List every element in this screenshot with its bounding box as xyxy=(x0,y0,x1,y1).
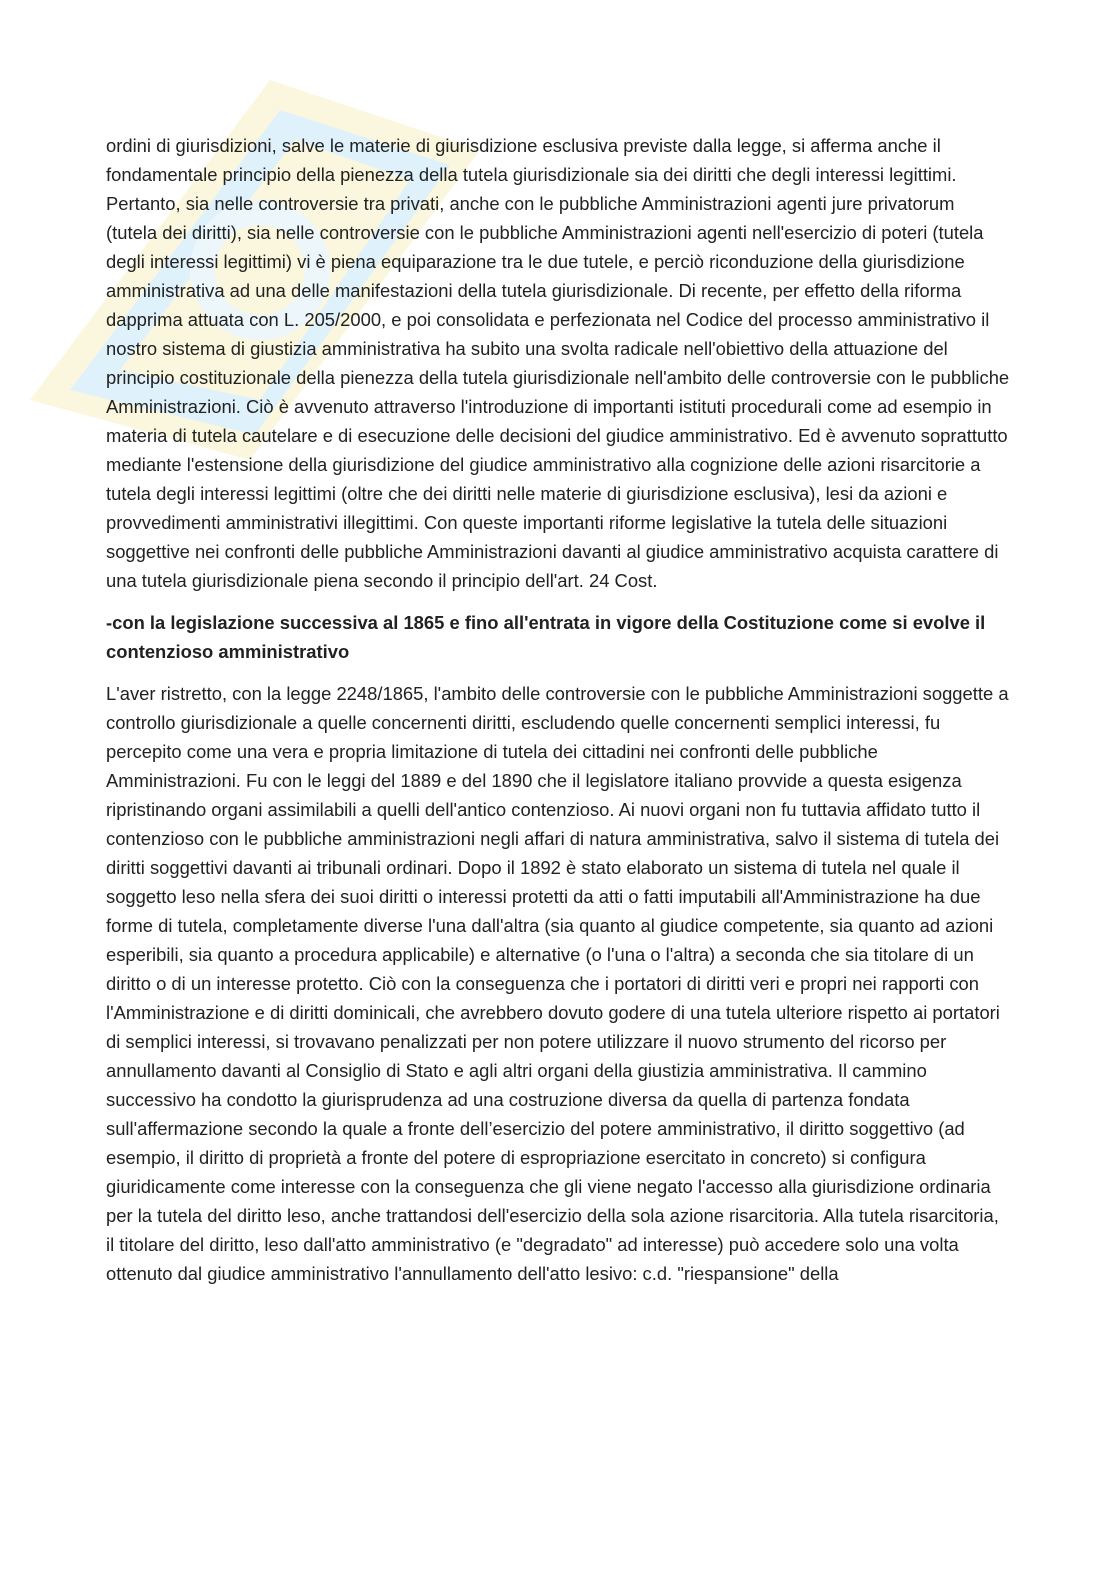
section-heading: -con la legislazione successiva al 1865 e fino all'entrata in vigore della Costituzione come si evolve il contenzioso amministrativo xyxy=(106,612,986,662)
body-paragraph-2: L'aver ristretto, con la legge 2248/1865, l'ambito delle controversie con le pubbliche Amministrazioni soggette a controllo giurisdizionale a quelle concernenti diritti, escludendo quelle concernenti semplici interessi, fu percepito come una vera e propria limitazione di tutela dei cittadini nei confronti delle pubbliche Amministrazioni. Fu con le leggi del 1889 e del 1890 che il legislatore italiano provvide a questa esigenza ripristinando organi assimilabili a quelli dell'antico contenzioso. Ai nuovi organi non fu tuttavia affidato tutto il contenzioso con le pubbliche amministrazioni negli affari di natura amministrativa, salvo il sistema di tutela dei diritti soggettivi davanti ai tribunali ordinari. Dopo il 1892 è stato elaborato un sistema di tutela nel quale il soggetto leso nella sfera dei suoi diritti o interessi protetti da atti o fatti imputabili all'Amministrazione ha due forme di tutela, completamente diverse l'una dall'altra (sia quanto al giudice competente, sia quanto ad azioni esperibili, sia quanto a procedura applicabile) e alternative (o l'una o l'altra) a seconda che sia titolare di un diritto o di un interesse protetto. Ciò con la conseguenza che i portatori di diritti veri e propri nei rapporti con l'Amministrazione e di diritti dominicali, che avrebbero dovuto godere di una tutela ulteriore rispetto ai portatori di semplici interessi, si trovavano penalizzati per non potere utilizzare il nuovo strumento del ricorso per annullamento davanti al Consiglio di Stato e agli altri organi della giustizia amministrativa. Il cammino successivo ha condotto la giurisprudenza ad una costruzione diversa da quella di partenza fondata sull'affermazione secondo la quale a fronte dell’esercizio del potere amministrativo, il diritto soggettivo (ad esempio, il diritto di proprietà a fronte del potere di espropriazione esercitato in concreto) si configura giuridicamente come interesse con la conseguenza che gli viene negato l'accesso alla giurisdizione ordinaria per la tutela del diritto leso, anche trattandosi dell'esercizio della sola azione risarcitoria. Alla tutela risarcitoria, il titolare del diritto, leso dall'atto amministrativo (e "degradato" ad interesse) può accedere solo una volta ottenuto dal giudice amministrativo l'annullamento dell'atto lesivo: c.d. "riespansione" della xyxy=(106,683,1009,1284)
document-body xyxy=(106,131,1010,1288)
body-paragraph-1: ordini di giurisdizioni, salve le materie di giurisdizione esclusiva previste dalla legge, si afferma anche il fondamentale principio della pienezza della tutela giurisdizionale sia dei diritti che degli interessi legittimi. Pertanto, sia nelle controversie tra privati, anche con le pubbliche Amministrazioni agenti jure privatorum (tutela dei diritti), sia nelle controversie con le pubbliche Amministrazioni agenti nell'esercizio di poteri (tutela degli interessi legittimi) vi è piena equiparazione tra le due tutele, e perciò riconduzione della giurisdizione amministrativa ad una delle manifestazioni della tutela giurisdizionale. Di recente, per effetto della riforma dapprima attuata con L. 205/2000, e poi consolidata e perfezionata nel Codice del processo amministrativo il nostro sistema di giustizia amministrativa ha subito una svolta radicale nell'obiettivo della attuazione del principio costituzionale della pienezza della tutela giurisdizionale nell'ambito delle controversie con le pubbliche Amministrazioni. Ciò è avvenuto attraverso l'introduzione di importanti istituti procedurali come ad esempio in materia di tutela cautelare e di esecuzione delle decisioni del giudice amministrativo. Ed è avvenuto soprattutto mediante l'estensione della giurisdizione del giudice amministrativo alla cognizione delle azioni risarcitorie a tutela degli interessi legittimi (oltre che dei diritti nelle materie di giurisdizione esclusiva), lesi da azioni e provvedimenti amministrativi illegittimi. Con queste importanti riforme legislative la tutela delle situazioni soggettive nei confronti delle pubbliche Amministrazioni davanti al giudice amministrativo acquista carattere di una tutela giurisdizionale piena secondo il principio dell'art. 24 Cost. xyxy=(106,135,1010,591)
